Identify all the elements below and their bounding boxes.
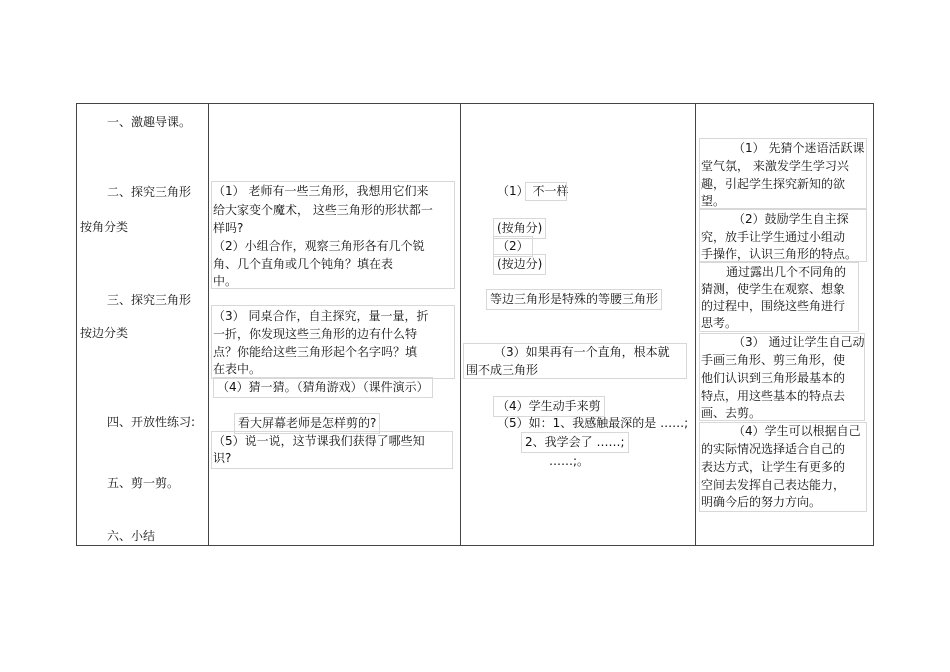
design-intent-line: 手画三角形、剪三角形，使	[701, 353, 846, 367]
teacher-activity-line: 点？你能给这些三角形起个名字吗？填	[213, 345, 418, 359]
student-activity-line: 2、我学会了 ……;	[521, 432, 629, 453]
design-intent-line: 的过程中，围绕这些角进行	[701, 299, 846, 313]
teacher-activity-line: 看大屏幕老师是怎样剪的?	[234, 413, 380, 434]
student-activity-line: (按边分)	[493, 254, 546, 275]
design-intent-line: 猜测，使学生在观察、想象	[701, 282, 846, 296]
student-activity-line: ……;。	[549, 454, 590, 468]
teacher-activity-line: 角、几个直角或几个钝角？填在表	[213, 257, 394, 271]
design-intent-line: 表达方式，让学生有更多的	[701, 460, 846, 474]
teacher-activity-line: （5）说一说，这节课我们获得了哪些知	[213, 434, 425, 448]
teacher-activity-line: 在表中。	[213, 362, 262, 376]
student-activity-line: 围不成三角形	[466, 363, 539, 377]
design-intent-line: （2）鼓励学生自主探	[733, 212, 849, 226]
teacher-activity-line: （1） 老师有一些三角形，我想用它们来	[213, 184, 429, 198]
section-heading: 三、探究三角形	[107, 293, 192, 307]
teacher-activity-line: （2）小组合作，观察三角形各有几个锐	[213, 239, 425, 253]
design-intent-line: （3） 通过让学生自己动	[733, 335, 865, 349]
design-intent-line: 的实际情况选择适合自己的	[701, 442, 846, 456]
teacher-activity-line: 样吗?	[213, 221, 244, 235]
teacher-activity-line: 识?	[213, 451, 232, 465]
teacher-activity-line: （3） 同桌合作，自主探究，量一量，折	[213, 309, 429, 323]
design-intent-line: （4）学生可以根据自己	[733, 424, 861, 438]
design-intent-line: 他们认识到三角形最基本的	[701, 371, 846, 385]
column-divider	[208, 104, 209, 545]
design-intent-line: 通过露出几个不同角的	[726, 265, 847, 279]
design-intent-line: 手操作，认识三角形的特点。	[701, 247, 858, 261]
section-heading: 按边分类	[80, 326, 129, 340]
design-intent-line: 堂气氛， 来激发学生学习兴	[701, 159, 849, 173]
teacher-activity-line: （4）猜一猜。（猜角游戏）（课件演示）	[213, 377, 433, 398]
student-activity-line: (按角分)	[493, 218, 546, 239]
teacher-activity-line: 一折，你发现这些三角形的边有什么特	[213, 327, 418, 341]
section-heading: 二、探究三角形	[107, 185, 192, 199]
section-heading: 按角分类	[80, 220, 129, 234]
text-box	[525, 182, 567, 201]
teacher-activity-line: 中。	[213, 274, 238, 288]
design-intent-line: 明确今后的努力方向。	[701, 495, 822, 509]
student-activity-line: （4）学生动手来剪	[493, 396, 605, 417]
teacher-activity-line: 给大家变个魔术， 这些三角形的形状都一	[213, 203, 433, 217]
design-intent-line: 画、去剪。	[701, 406, 762, 420]
student-activity-line: （5）如：1、我感触最深的是 ……;	[497, 416, 689, 430]
column-divider	[460, 104, 461, 545]
design-intent-line: （1） 先猜个迷语活跃课	[733, 141, 865, 155]
design-intent-line: 思考。	[701, 316, 738, 330]
design-intent-line: 空间去发挥自己表达能力，	[701, 478, 846, 492]
design-intent-line: 望。	[701, 194, 726, 208]
design-intent-line: 究，放手让学生通过小组动	[701, 230, 846, 244]
design-intent-line: 特点，用这些基本的特点去	[701, 389, 846, 403]
section-heading: 五、剪一剪。	[107, 476, 180, 490]
column-divider	[695, 104, 696, 545]
student-activity-line: 等边三角形是特殊的等腰三角形	[486, 289, 662, 310]
section-heading: 六、小结	[107, 529, 156, 543]
student-activity-line: （1） 不一样	[497, 184, 569, 198]
student-activity-line: （2）	[493, 236, 533, 257]
section-heading: 一、激趣导课。	[107, 115, 192, 129]
section-heading: 四、开放性练习:	[107, 415, 196, 429]
student-activity-line: （3）如果再有一个直角，根本就	[494, 345, 670, 359]
design-intent-line: 趣，引起学生探究新知的欲	[701, 177, 846, 191]
